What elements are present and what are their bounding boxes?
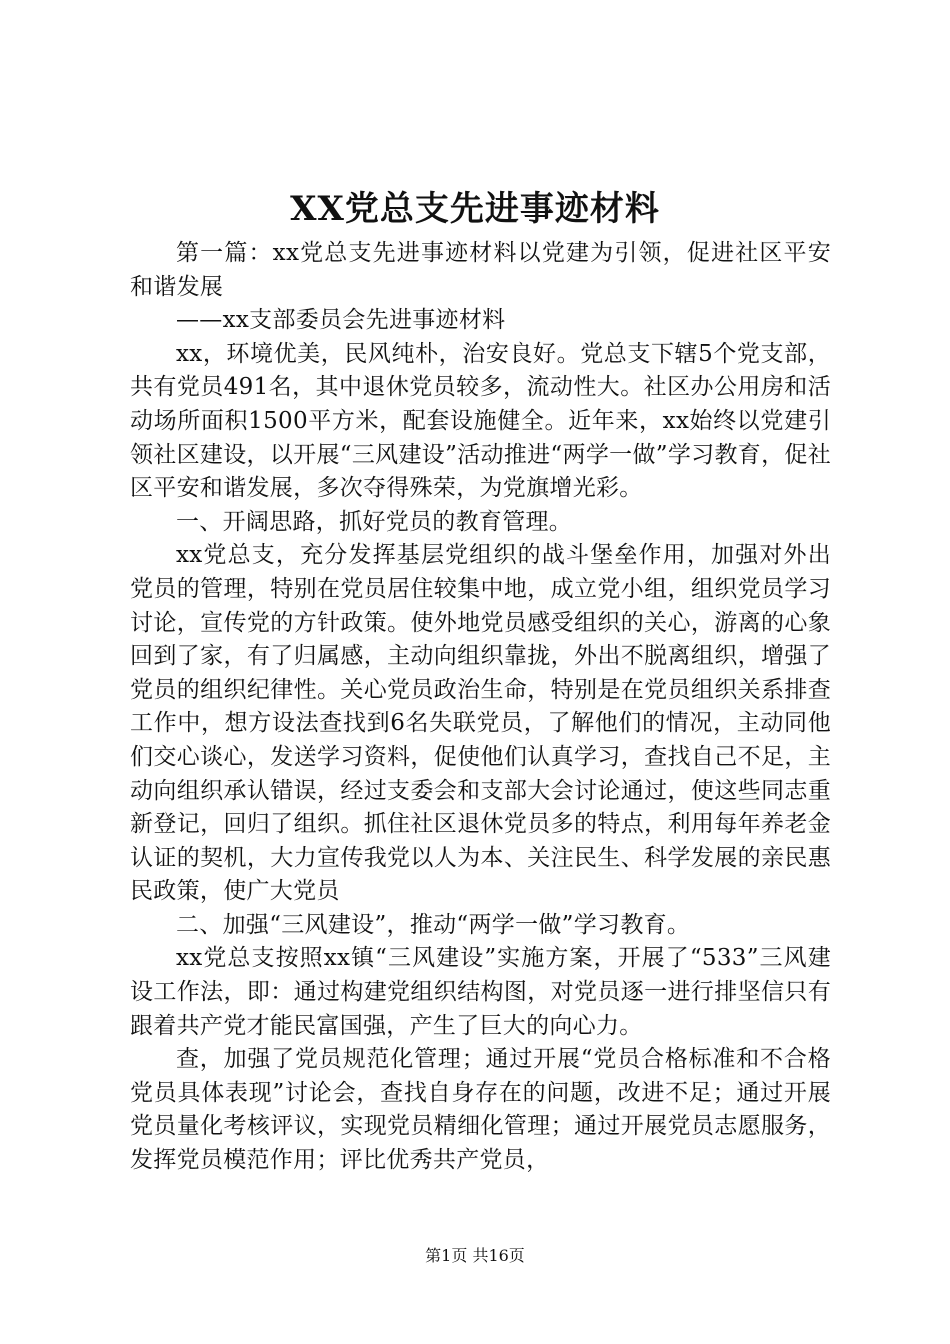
document-body [130, 237, 831, 1178]
paragraph-section-1-body: xx党总支，充分发挥基层党组织的战斗堡垒作用，加强对外出党员的管理，特别在党员居住较集中地，成立党小组，组织党员学习讨论，宣传党的方针政策。使外地党员感受组织的关心，游离的心象回到了家，有了归属感，主动向组织靠拢，外出不脱离组织，增强了党员的组织纪律性。关心党员政治生命，特别是在党员组织关系排查工作中，想方设法查找到6名失联党员，了解他们的情况，主动同他们交心谈心，发送学习资料，促使他们认真学习，查找自己不足，主动向组织承认错误，经过支委会和支部大会讨论通过，使这些同志重新登记，回归了组织。抓住社区退休党员多的特点，利用每年养老金认证的契机，大力宣传我党以人为本、关注民生、科学发展的亲民惠民政策，使广大党员 [130, 542, 831, 905]
paragraph-subtitle: ——xx支部委员会先进事迹材料 [176, 307, 506, 334]
document-title: XX党总支先进事迹材料 [290, 189, 660, 229]
page-number-footer: 第1页 共16页 [425, 1246, 525, 1265]
paragraph-heading-first: 第一篇：xx党总支先进事迹材料以党建为引领，促进社区平安和谐发展 [130, 240, 831, 300]
paragraph-section-2-heading: 二、加强“三风建设”，推动“两学一做”学习教育。 [176, 911, 691, 938]
paragraph-section-2-body: xx党总支按照xx镇“三风建设”实施方案，开展了“533”三风建设工作法，即：通过构建党组织结构图，对党员逐一进行排坚信只有跟着共产党才能民富国强，产生了巨大的向心力。 [130, 945, 831, 1039]
paragraph-intro: xx，环境优美，民风纯朴，治安良好。党总支下辖5个党支部，共有党员491名，其中退休党员较多，流动性大。社区办公用房和活动场所面积1500平方米，配套设施健全。近年来，xx始终以党建引领社区建设，以开展“三风建设”活动推进“两学一做”学习教育，促社区平安和谐发展，多次夺得殊荣，为党旗增光彩。 [130, 340, 831, 502]
paragraph-section-1-heading: 一、开阔思路，抓好党员的教育管理。 [176, 508, 573, 535]
paragraph-section-2-continued: 查，加强了党员规范化管理；通过开展“党员合格标准和不合格党员具体表现”讨论会，查找自身存在的问题，改进不足；通过开展党员量化考核评议，实现党员精细化管理；通过开展党员志愿服务，发挥党员模范作用；评比优秀共产党员， [130, 1046, 831, 1174]
